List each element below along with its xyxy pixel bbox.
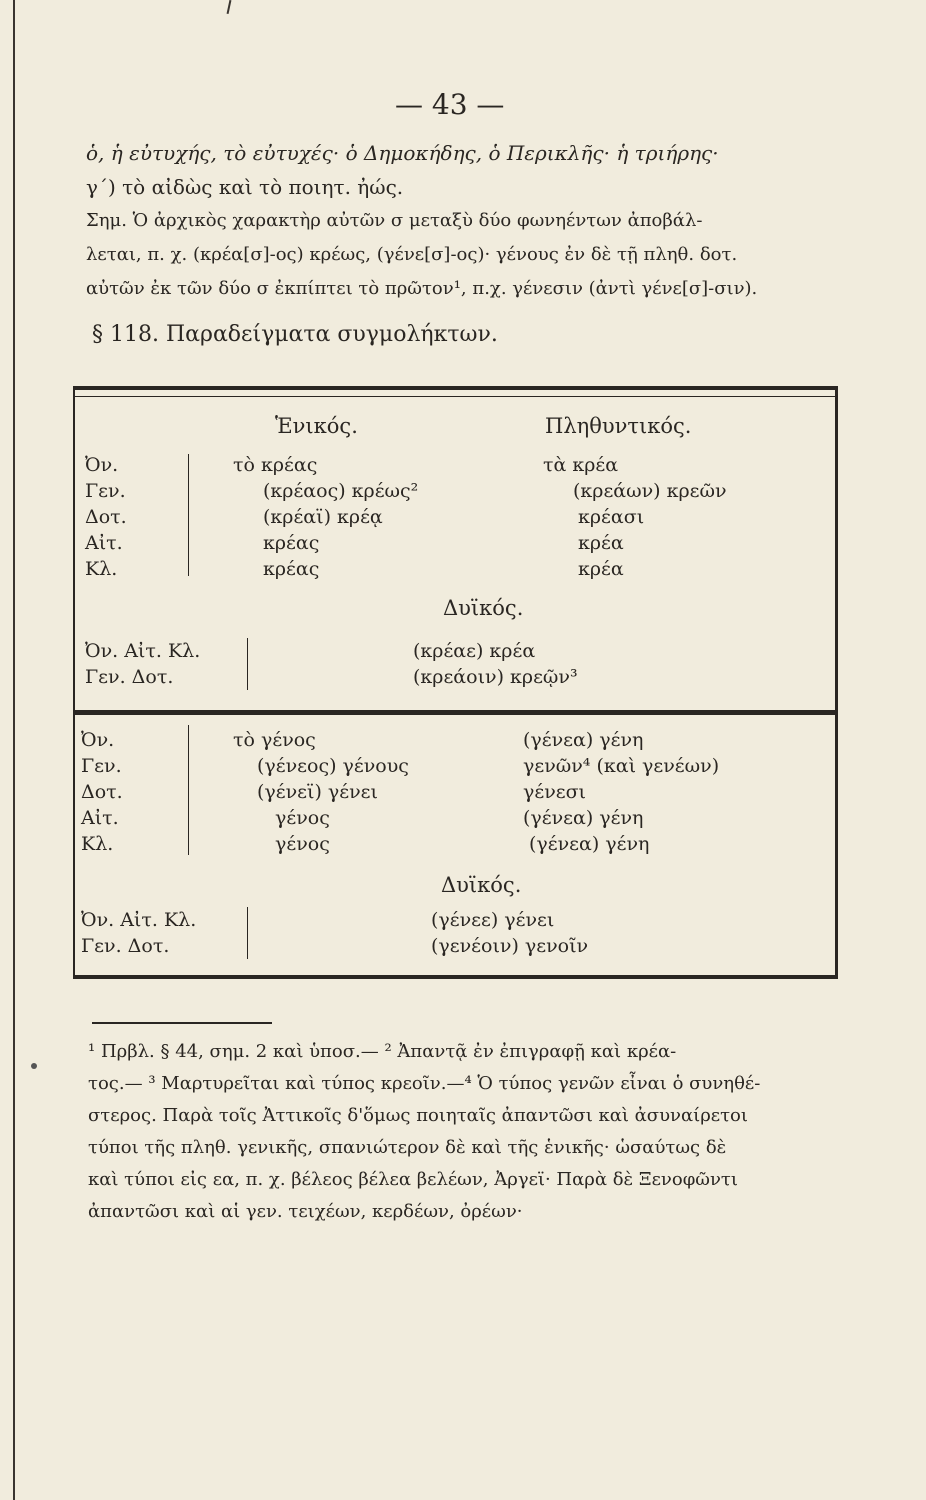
case-label: Δοτ.	[81, 781, 123, 803]
footnote-separator	[92, 1022, 272, 1024]
dual-form: (γενέοιν) γενοῖν	[431, 935, 589, 957]
singular-form: γένος	[275, 807, 330, 829]
singular-form: (κρέαος) κρέως²	[263, 480, 419, 502]
footnote-line: τύποι τῆς πληθ. γενικῆς, σπανιώτερον δὲ καὶ τῆς ἑνικῆς· ὡσαύτως δὲ	[88, 1137, 727, 1158]
body-line: αὐτῶν ἐκ τῶν δύο σ ἐκπίπτει τὸ πρῶτον¹, π.χ. γένεσιν (ἀντὶ γένε[σ]-σιν).	[86, 278, 758, 299]
singular-form: (γένεϊ) γένει	[257, 781, 378, 803]
dual-case-label: Ὀν. Αἰτ. Κλ.	[81, 909, 197, 931]
footnote-line: καὶ τύποι εἰς εα, π. χ. βέλεος βέλεα βελέων, Ἀργεϊ· Παρὰ δὲ Ξενοφῶντι	[88, 1169, 738, 1190]
plural-form: τὰ κρέα	[543, 454, 619, 476]
footnote-line: στερος. Παρὰ τοῖς Ἀττικοῖς δ'ὅμως ποιηταῖς ἀπαντῶσι καὶ ἀσυναίρετοι	[88, 1105, 748, 1126]
column-divider	[247, 907, 248, 959]
footnotes	[88, 1036, 848, 1228]
column-divider	[247, 638, 248, 690]
page-margin-line	[13, 0, 15, 1500]
case-label: Γεν.	[81, 755, 122, 777]
column-divider	[188, 725, 189, 855]
dual-form: (κρέαε) κρέα	[413, 640, 536, 662]
case-label: Κλ.	[85, 558, 118, 580]
footnote-line: τος.— ³ Μαρτυρεῖται καὶ τύπος κρεοῖν.—⁴ Ὁ τύπος γενῶν εἶναι ὁ συνηθέ-	[88, 1073, 761, 1094]
page-number: — 43 —	[395, 88, 505, 121]
case-label: Κλ.	[81, 833, 114, 855]
plural-heading: Πληθυντικός.	[545, 414, 692, 438]
declension-table-kreas	[73, 386, 838, 714]
singular-form: γένος	[275, 833, 330, 855]
case-label: Αἰτ.	[85, 532, 123, 554]
case-label: Αἰτ.	[81, 807, 119, 829]
plural-form: (γένεα) γένη	[523, 807, 644, 829]
column-divider	[188, 454, 189, 576]
footnote-line: ¹ Πρβλ. § 44, σημ. 2 καὶ ὑποσ.— ² Ἀπαντᾷ ἐν ἐπιγραφῇ καὶ κρέα-	[88, 1041, 677, 1062]
singular-form: τὸ γένος	[233, 729, 316, 751]
case-label: Δοτ.	[85, 506, 127, 528]
body-line: λεται, π. χ. (κρέα[σ]-ος) κρέως, (γένε[σ]-ος)· γένους ἐν δὲ τῇ πληθ. δοτ.	[86, 244, 738, 265]
table-rule	[75, 396, 835, 397]
plural-form: (γένεα) γένη	[523, 729, 644, 751]
body-line: ὁ, ἡ εὐτυχής, τὸ εὐτυχές· ὁ Δημοκήδης, ὁ Περικλῆς· ἡ τριήρης·	[86, 141, 719, 165]
singular-form: (γένεος) γένους	[257, 755, 409, 777]
plural-form: γένεσι	[523, 781, 587, 803]
case-label: Ὀν.	[81, 729, 115, 751]
plural-form: κρέα	[578, 558, 624, 580]
singular-form: κρέας	[263, 558, 320, 580]
section-title: § 118. Παραδείγματα συγμολήκτων.	[92, 322, 498, 347]
footnote-line: ἀπαντῶσι καὶ αἱ γεν. τειχέων, κερδέων, ὀρέων·	[88, 1201, 523, 1222]
dual-heading: Δυϊκός.	[441, 873, 522, 897]
singular-heading: Ἑνικός.	[275, 414, 358, 438]
dual-case-label: Ὀν. Αἰτ. Κλ.	[85, 640, 201, 662]
body-line: Σημ. Ὁ ἀρχικὸς χαρακτὴρ αὐτῶν σ μεταξὺ δύο φωνηέντων ἀποβάλ-	[86, 210, 703, 231]
plural-form: (γένεα) γένη	[529, 833, 650, 855]
dual-form: (κρεάοιν) κρεῷν³	[413, 666, 578, 688]
body-paragraph	[86, 136, 846, 306]
declension-table-genos	[73, 710, 838, 979]
body-line: γ΄) τὸ αἰδὼς καὶ τὸ ποιητ. ἠώς.	[86, 175, 404, 199]
plural-form: κρέασι	[578, 506, 645, 528]
dual-form: (γένεε) γένει	[431, 909, 555, 931]
plural-form: κρέα	[578, 532, 624, 554]
plural-form: γενῶν⁴ (καὶ γενέων)	[523, 755, 720, 777]
case-label: Γεν.	[85, 480, 126, 502]
dual-case-label: Γεν. Δοτ.	[85, 666, 174, 688]
dual-heading: Δυϊκός.	[443, 596, 524, 620]
case-label: Ὀν.	[85, 454, 119, 476]
dual-case-label: Γεν. Δοτ.	[81, 935, 170, 957]
singular-form: (κρέαϊ) κρέᾳ	[263, 506, 383, 528]
singular-form: τὸ κρέας	[233, 454, 318, 476]
plural-form: (κρεάων) κρεῶν	[573, 480, 727, 502]
ink-dot	[31, 1063, 37, 1069]
pen-stroke-mark	[227, 0, 232, 14]
singular-form: κρέας	[263, 532, 320, 554]
